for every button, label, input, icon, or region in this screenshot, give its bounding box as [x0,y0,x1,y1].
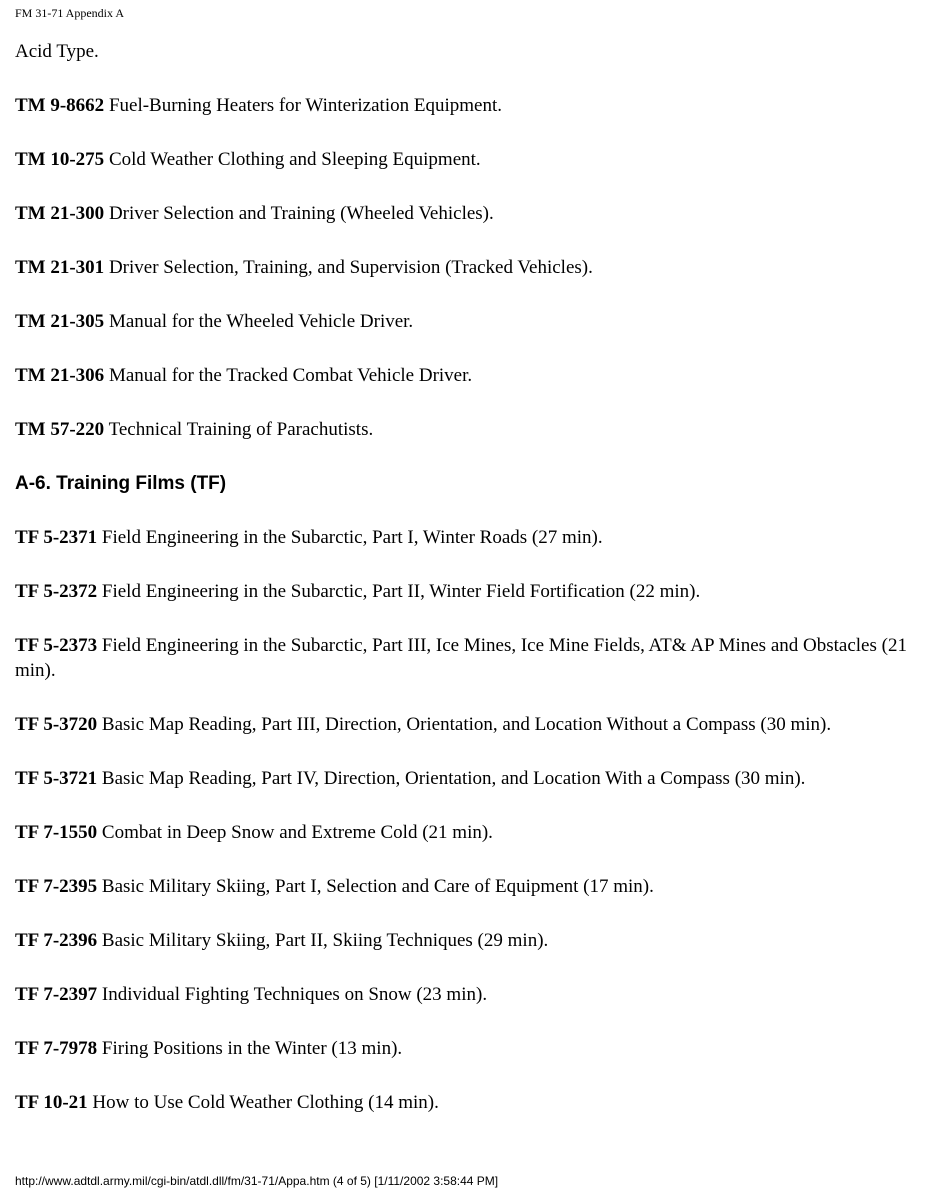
reference-code: TF 7-2396 [15,930,98,951]
reference-entry [15,1036,910,1061]
reference-entry [15,525,910,550]
reference-entry [15,201,910,226]
running-header: FM 31-71 Appendix A [15,6,125,20]
reference-title: Combat in Deep Snow and Extreme Cold (21 min). [97,822,493,843]
technical-manuals-list [15,93,910,442]
reference-title: Field Engineering in the Subarctic, Part III, Ice Mines, Ice Mine Fields, AT& AP Mines and Obstacles (21 min). [15,635,907,681]
reference-code: TF 10-21 [15,1092,88,1113]
reference-code: TM 21-306 [15,365,105,386]
reference-code: TM 57-220 [15,419,105,440]
reference-title: Driver Selection and Training (Wheeled Vehicles). [104,203,494,224]
reference-code: TF 7-2397 [15,984,98,1005]
reference-code: TM 9-8662 [15,95,105,116]
reference-code: TF 5-3720 [15,714,98,735]
document-body [15,39,910,1144]
reference-title: Technical Training of Parachutists. [104,419,374,440]
reference-title: Manual for the Wheeled Vehicle Driver. [104,311,414,332]
reference-entry [15,147,910,172]
reference-title: Cold Weather Clothing and Sleeping Equipment. [104,149,481,170]
reference-entry [15,579,910,604]
reference-title: Individual Fighting Techniques on Snow (23 min). [97,984,488,1005]
reference-title: Field Engineering in the Subarctic, Part I, Winter Roads (27 min). [97,527,603,548]
reference-code: TF 5-2371 [15,527,98,548]
reference-entry [15,982,910,1007]
reference-code: TM 21-301 [15,257,105,278]
reference-code: TF 7-7978 [15,1038,98,1059]
reference-code: TF 7-1550 [15,822,98,843]
continued-text: Acid Type. [15,41,99,62]
source-url-footer: http://www.adtdl.army.mil/cgi-bin/atdl.dll/fm/31-71/Appa.htm (4 of 5) [1/11/2002 3:58:44 PM] [15,1174,499,1188]
reference-entry [15,874,910,899]
reference-title: Basic Military Skiing, Part II, Skiing Techniques (29 min). [97,930,549,951]
reference-entry [15,633,910,683]
reference-title: Manual for the Tracked Combat Vehicle Driver. [104,365,473,386]
reference-entry [15,1090,910,1115]
section-heading: A-6. Training Films (TF) [15,473,227,494]
reference-code: TF 7-2395 [15,876,98,897]
reference-code: TF 5-3721 [15,768,98,789]
reference-entry [15,255,910,280]
reference-code: TF 5-2372 [15,581,98,602]
reference-entry [15,820,910,845]
reference-title: Driver Selection, Training, and Supervision (Tracked Vehicles). [104,257,593,278]
reference-code: TM 21-300 [15,203,105,224]
reference-entry [15,928,910,953]
reference-code: TF 5-2373 [15,635,98,656]
reference-entry [15,766,910,791]
reference-title: Fuel-Burning Heaters for Winterization Equipment. [104,95,502,116]
reference-title: Basic Map Reading, Part IV, Direction, Orientation, and Location With a Compass (30 min). [97,768,806,789]
reference-title: Basic Military Skiing, Part I, Selection and Care of Equipment (17 min). [97,876,654,897]
reference-entry [15,363,910,388]
reference-title: Firing Positions in the Winter (13 min). [97,1038,403,1059]
reference-code: TM 21-305 [15,311,105,332]
reference-title: Basic Map Reading, Part III, Direction, Orientation, and Location Without a Compass (30 min). [97,714,832,735]
reference-entry [15,309,910,334]
reference-entry [15,417,910,442]
reference-title: How to Use Cold Weather Clothing (14 min). [87,1092,439,1113]
training-films-list [15,525,910,1115]
reference-entry [15,712,910,737]
reference-entry [15,93,910,118]
reference-title: Field Engineering in the Subarctic, Part II, Winter Field Fortification (22 min). [97,581,701,602]
reference-code: TM 10-275 [15,149,105,170]
